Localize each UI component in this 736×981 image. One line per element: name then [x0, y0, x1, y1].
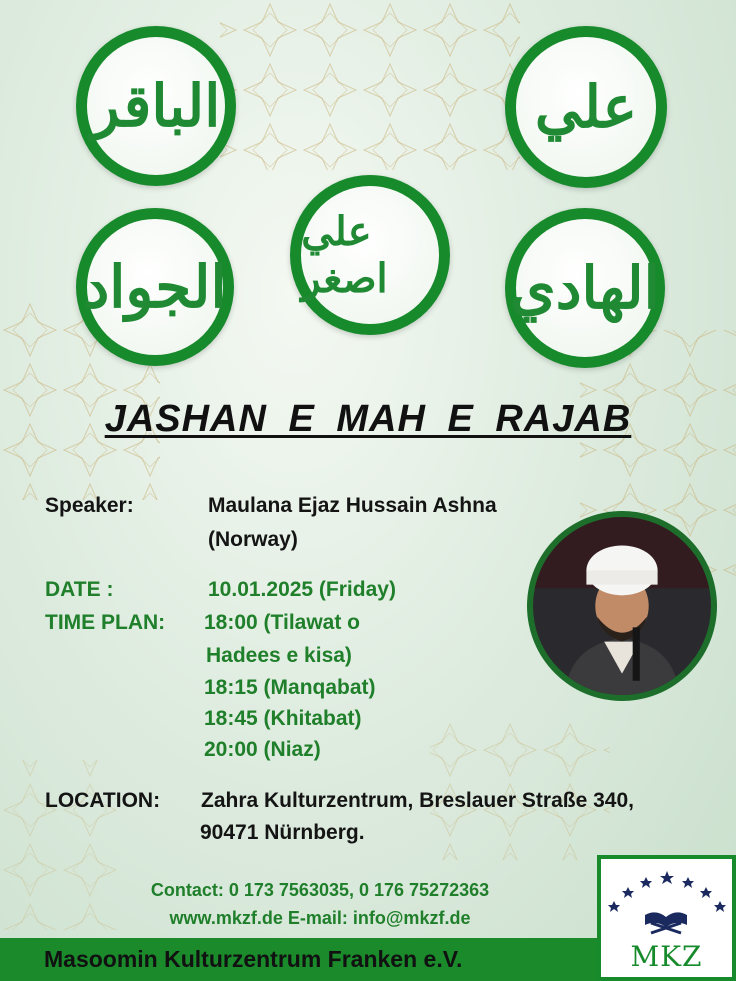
location-city: 90471 Nürnberg. [200, 821, 365, 844]
time-plan-line: 18:15 (Manqabat) [204, 676, 376, 699]
calligraphy-al-baqir: الباقر [87, 37, 225, 175]
time-plan-label: TIME PLAN: [45, 611, 166, 634]
calligraphy-al-hadi: الهادي [516, 219, 654, 357]
location-label: LOCATION: [45, 789, 161, 812]
contact-phone: Contact: 0 173 7563035, 0 176 75272363 [150, 880, 490, 900]
speaker-origin: (Norway) [208, 528, 298, 551]
location-address: Zahra Kulturzentrum, Breslauer Straße 340, [201, 789, 634, 812]
date-value: 10.01.2025 (Friday) [208, 578, 396, 601]
speaker-label: Speaker: [45, 494, 134, 517]
footer-bar [0, 938, 600, 981]
event-title: JASHAN E MAH E RAJAB [104, 398, 632, 440]
contact-web-email: www.mkzf.de E-mail: info@mkzf.de [169, 908, 471, 928]
logo-text: MKZ [630, 940, 703, 973]
calligraphy-ali-murtaza: علي [516, 37, 655, 176]
time-plan-line: 18:45 (Khitabat) [204, 707, 362, 730]
logo-stars-quran-icon [601, 863, 732, 943]
calligraphy-al-jawad: الجواد [87, 219, 223, 355]
speaker-portrait-image [533, 517, 711, 695]
organization-name: Masoomin Kulturzentrum Franken e.V. [44, 946, 463, 972]
time-plan-line: Hadees e kisa) [206, 644, 352, 667]
speaker-name: Maulana Ejaz Hussain Ashna [208, 494, 497, 517]
time-plan-line: 20:00 (Niaz) [204, 738, 321, 761]
speaker-photo [527, 511, 717, 701]
time-plan-line: 18:00 (Tilawat o [204, 611, 361, 634]
medallion-al-hadi [505, 208, 665, 368]
date-label: DATE : [45, 578, 114, 601]
mkz-logo [597, 855, 736, 981]
medallion-al-baqir [76, 26, 236, 186]
calligraphy-ali-asghar: علي اصغر [301, 186, 439, 324]
medallion-al-jawad [76, 208, 234, 366]
medallion-ali-murtaza [505, 26, 667, 188]
medallion-ali-asghar [290, 175, 450, 335]
